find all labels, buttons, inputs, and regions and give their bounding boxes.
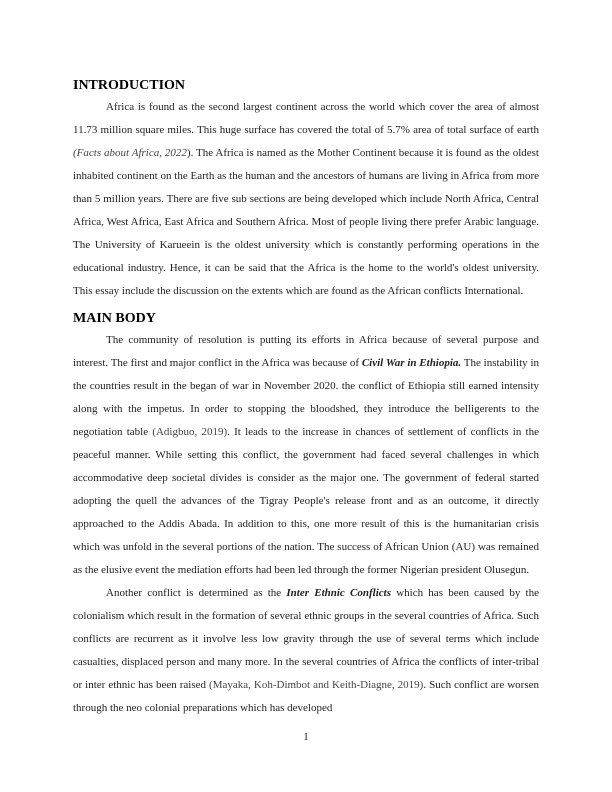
main-p2-text-3: . Such conflict are worsen through the neo colonial preparations which has developed	[73, 679, 539, 714]
main-p1-citation: (Adigbuo, 2019)	[152, 426, 228, 438]
main-p2-emphasis: Inter Ethnic Conflicts	[286, 587, 391, 599]
intro-citation: (Facts about Africa, 2022	[73, 147, 187, 159]
intro-text-2: ). The Africa is named as the Mother Continent because it is found as the oldest inhabited continent on the Earth as the human and the ancestors of humans are living in Africa from more than 5 million years. There are five sub sections are being developed which include North Africa, Central Africa, West Africa, East Africa and Southern Africa. Most of people living there prefer Arabic language. The University of Karueein is the oldest university which is constantly performing operations in the educational industry. Hence, it can be said that the Africa is the home to the world's oldest university. This essay include the discussion on the extents which are found as the African conflicts International.	[73, 147, 539, 297]
page-number: 1	[303, 731, 309, 743]
main-p2-text-1: Another conflict is determined as the	[106, 587, 287, 599]
introduction-heading: INTRODUCTION	[73, 78, 186, 93]
intro-text-1: Africa is found as the second largest continent across the world which cover the area of almost 11.73 million square miles. This huge surface has covered the total of 5.7% area of total surface of earth	[73, 101, 539, 136]
main-body-heading: MAIN BODY	[73, 311, 156, 326]
main-p1-text-3: . It leads to the increase in chances of settlement of conflicts in the peaceful manner. While setting this conflict, the government had faced several challenges in which accommodative deep societal divides is consider as the major one. The government of federal started adopting the quell the advances of the Tigray People's release front and as an outcome, it directly approached to the Addis Abada. In addition to this, one more result of this is the humanitarian crisis which was unfold in the several portions of the nation. The success of African Union (AU) was remained as the elusive event the mediation efforts had been led through the former Nigerian president Olusegun.	[73, 426, 539, 576]
main-body-paragraph-2	[73, 582, 539, 720]
main-p1-text-1: The community of resolution is putting its efforts in Africa because of several purpose and interest. The first and major conflict in the Africa was because of	[73, 334, 539, 369]
main-p1-emphasis: Civil War in Ethiopia.	[361, 357, 462, 369]
introduction-paragraph	[73, 96, 539, 303]
main-p2-citation: (Mayaka, Koh-Dimbot and Keith-Diagne, 2019)	[209, 679, 424, 691]
main-p1-text-2: The instability in the countries result in the began of war in November 2020. the conflict of Ethiopia still earned intensity along with the impetus. In order to stopping the bloodshed, they introduce the belligerents to the negotiation table	[73, 357, 539, 438]
page-content	[73, 76, 539, 720]
main-p2-text-2: which has been caused by the colonialism which result in the formation of several ethnic groups in the several countries of Africa. Such conflicts are recurrent as it involve less low gravity through the use of several terms which include casualties, displaced person and many more. In the several countries of Africa the conflicts of inter-tribal or inter ethnic has been raised	[73, 587, 539, 691]
main-body-paragraph-1	[73, 329, 539, 582]
